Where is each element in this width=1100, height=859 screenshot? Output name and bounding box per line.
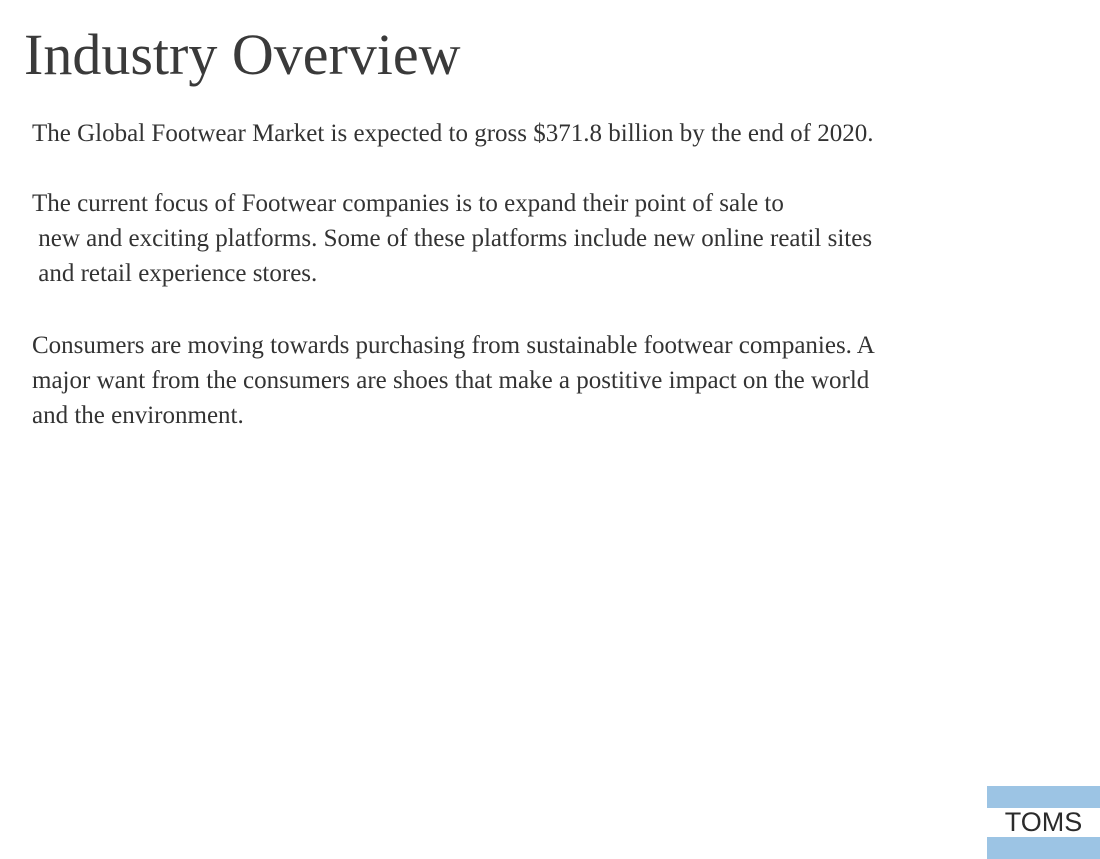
- logo-text: TOMS: [1004, 807, 1083, 837]
- toms-logo: [987, 786, 1100, 859]
- text-line: The Global Footwear Market is expected to gross $371.8 billion by the end of 2020.: [32, 120, 874, 147]
- logo-band-top: [987, 786, 1100, 808]
- text-line: and retail experience stores.: [32, 260, 318, 287]
- text-line: Consumers are moving towards purchasing from sustainable footwear companies. A: [32, 332, 875, 359]
- slide-title: Industry Overview: [24, 22, 461, 87]
- paragraph-point-of-sale: [32, 186, 872, 291]
- paragraph-market-size: [32, 116, 874, 151]
- text-line: and the environment.: [32, 402, 244, 429]
- logo-band-bottom: [987, 837, 1100, 859]
- paragraph-sustainability: [32, 328, 875, 433]
- text-line: major want from the consumers are shoes that make a postitive impact on the world: [32, 367, 870, 394]
- text-line: new and exciting platforms. Some of these platforms include new online reatil sites: [32, 225, 873, 252]
- text-line: The current focus of Footwear companies is to expand their point of sale to: [32, 190, 784, 217]
